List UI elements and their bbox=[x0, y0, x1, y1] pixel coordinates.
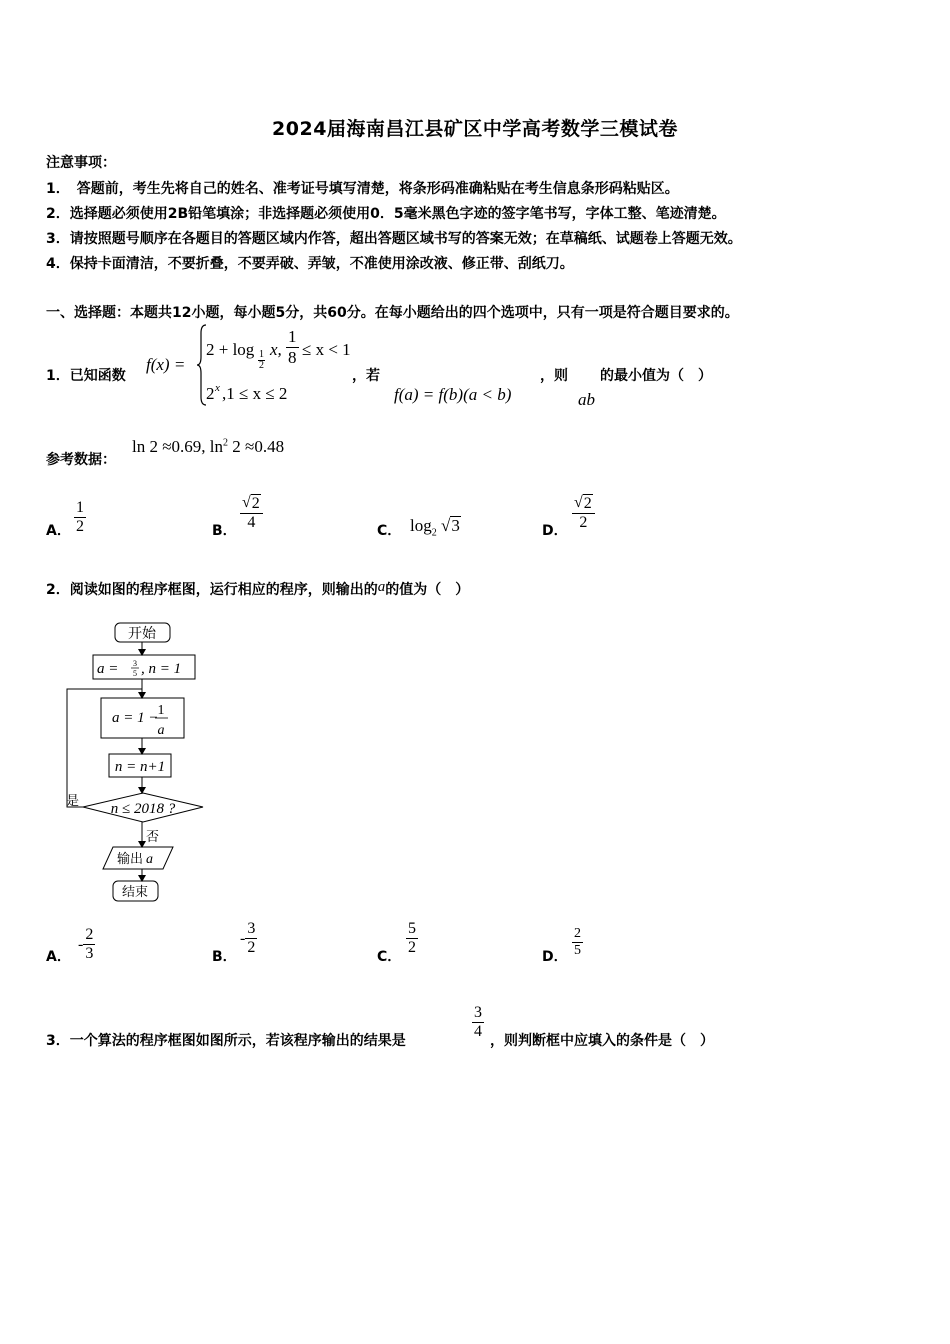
notice-item-4: 4．保持卡面清洁，不要折叠，不要弄破、弄皱，不准使用涂改液、修正带、刮纸刀。 bbox=[46, 256, 574, 272]
page-title: 2024届海南昌江县矿区中学高考数学三模试卷 bbox=[272, 118, 678, 140]
section-heading: 一、选择题：本题共12小题，每小题5分，共60分。在每小题给出的四个选项中，只有一项是符合题目要求的。 bbox=[46, 305, 739, 321]
notice-item-1: 1． 答题前，考生先将自己的姓名、准考证号填写清楚，将条形码准确粘贴在考生信息条形码粘贴区。 bbox=[46, 181, 679, 197]
q1-ref-data: ln 2 ≈0.69, $\ln^2 2 \approx 0.48$ bbox=[132, 437, 285, 456]
q2-option-c-value: $\frac{5}{2}$ bbox=[408, 920, 416, 957]
flow-step-a: a = 1 − bbox=[112, 710, 159, 726]
flow-step-num: 1 bbox=[157, 703, 165, 718]
q2-option-d-label: D． bbox=[542, 949, 568, 965]
q1-mid1: ，若 bbox=[352, 368, 380, 384]
q2-option-a-label: A． bbox=[46, 949, 71, 965]
notice-item-2: 2．选择题必须使用2B铅笔填涂；非选择题必须使用0．5毫米黑色字迹的签字笔书写，字体工整、笔迹清楚。 bbox=[46, 206, 726, 222]
q3-fraction: $\frac{3}{4}$ bbox=[474, 1004, 482, 1041]
q1-case1-b: x, bbox=[270, 340, 282, 359]
flow-init-a: a = bbox=[97, 661, 119, 677]
q1-option-c-label: C． bbox=[377, 523, 402, 539]
q2-option-b-label: B． bbox=[212, 949, 237, 965]
flow-decision-label: n ≤ 2018 ? bbox=[110, 801, 176, 817]
q1-ab: ab bbox=[578, 390, 595, 409]
q1-case2-rest: ,1 ≤ x ≤ 2 bbox=[222, 384, 288, 403]
flow-step-den: a bbox=[157, 723, 165, 738]
flow-init-b: , n = 1 bbox=[141, 661, 182, 677]
q1-ref-label: 参考数据： bbox=[46, 452, 116, 468]
q3-stem-a: 3．一个算法的程序框图如图所示，若该程序输出的结果是 bbox=[46, 1033, 406, 1049]
notice-item-3: 3．请按照题号顺序在各题目的答题区域内作答，超出答题区域书写的答案无效；在草稿纸、试题卷上答题无效。 bbox=[46, 231, 742, 247]
q1-case1-sub: 1 2 bbox=[259, 349, 264, 371]
flow-init-den: 5 bbox=[133, 669, 137, 678]
q1-suffix: 的最小值为（ ） bbox=[600, 368, 712, 384]
q3-stem-b: ，则判断框中应填入的条件是（ ） bbox=[490, 1033, 714, 1049]
q2-option-a-value: - $\frac{2}{3}$ bbox=[78, 926, 94, 963]
q1-case1-frac: $\frac{1}{8}$ bbox=[288, 327, 297, 367]
q1-option-d-label: D． bbox=[542, 523, 568, 539]
q2-option-b-value: - $\frac{3}{2}$ bbox=[240, 920, 256, 957]
q1-option-d-value: √ 2 2 bbox=[572, 494, 595, 532]
q1-option-b-value: √ 2 4 bbox=[240, 494, 263, 532]
q2-option-d-value: $\frac{2}{5}$ bbox=[574, 926, 581, 959]
flow-no-label: 否 bbox=[146, 829, 160, 844]
q2-option-c-label: C． bbox=[377, 949, 402, 965]
flow-yes-label: 是 bbox=[66, 793, 80, 808]
q1-fx: f(x) = bbox=[146, 355, 186, 374]
flow-output-b: a bbox=[146, 852, 153, 867]
q1-option-a-value: $\frac{1}{2}$ bbox=[76, 499, 84, 536]
notice-heading: 注意事项： bbox=[46, 155, 116, 171]
flow-start-label: 开始 bbox=[128, 627, 156, 642]
q1-case1-a: 2 + log bbox=[206, 340, 255, 359]
flow-incr-label: n = n+1 bbox=[114, 759, 166, 775]
flow-output-a: 输出 bbox=[117, 851, 144, 866]
q1-option-c-value: $\log_2$ √ 3 bbox=[410, 516, 460, 539]
q1-option-b-label: B． bbox=[212, 523, 237, 539]
q1-option-a-label: A． bbox=[46, 523, 71, 539]
flow-init-num: 3 bbox=[133, 659, 137, 668]
q2-stem: 2．阅读如图的程序框图，运行相应的程序，则输出的a的值为（ ） bbox=[46, 579, 470, 598]
q1-prefix: 1．已知函数 bbox=[46, 368, 126, 384]
q1-case2-base: 2 bbox=[206, 384, 215, 403]
q1-case2-exp: x bbox=[215, 382, 220, 394]
q1-condition: f(a) = f(b)(a < b) bbox=[394, 385, 512, 404]
flow-end-label: 结束 bbox=[121, 884, 149, 899]
q1-case1-c: ≤ x < 1 bbox=[302, 340, 351, 359]
q1-mid2: ，则 bbox=[540, 368, 568, 384]
q2-flowchart bbox=[55, 615, 225, 910]
